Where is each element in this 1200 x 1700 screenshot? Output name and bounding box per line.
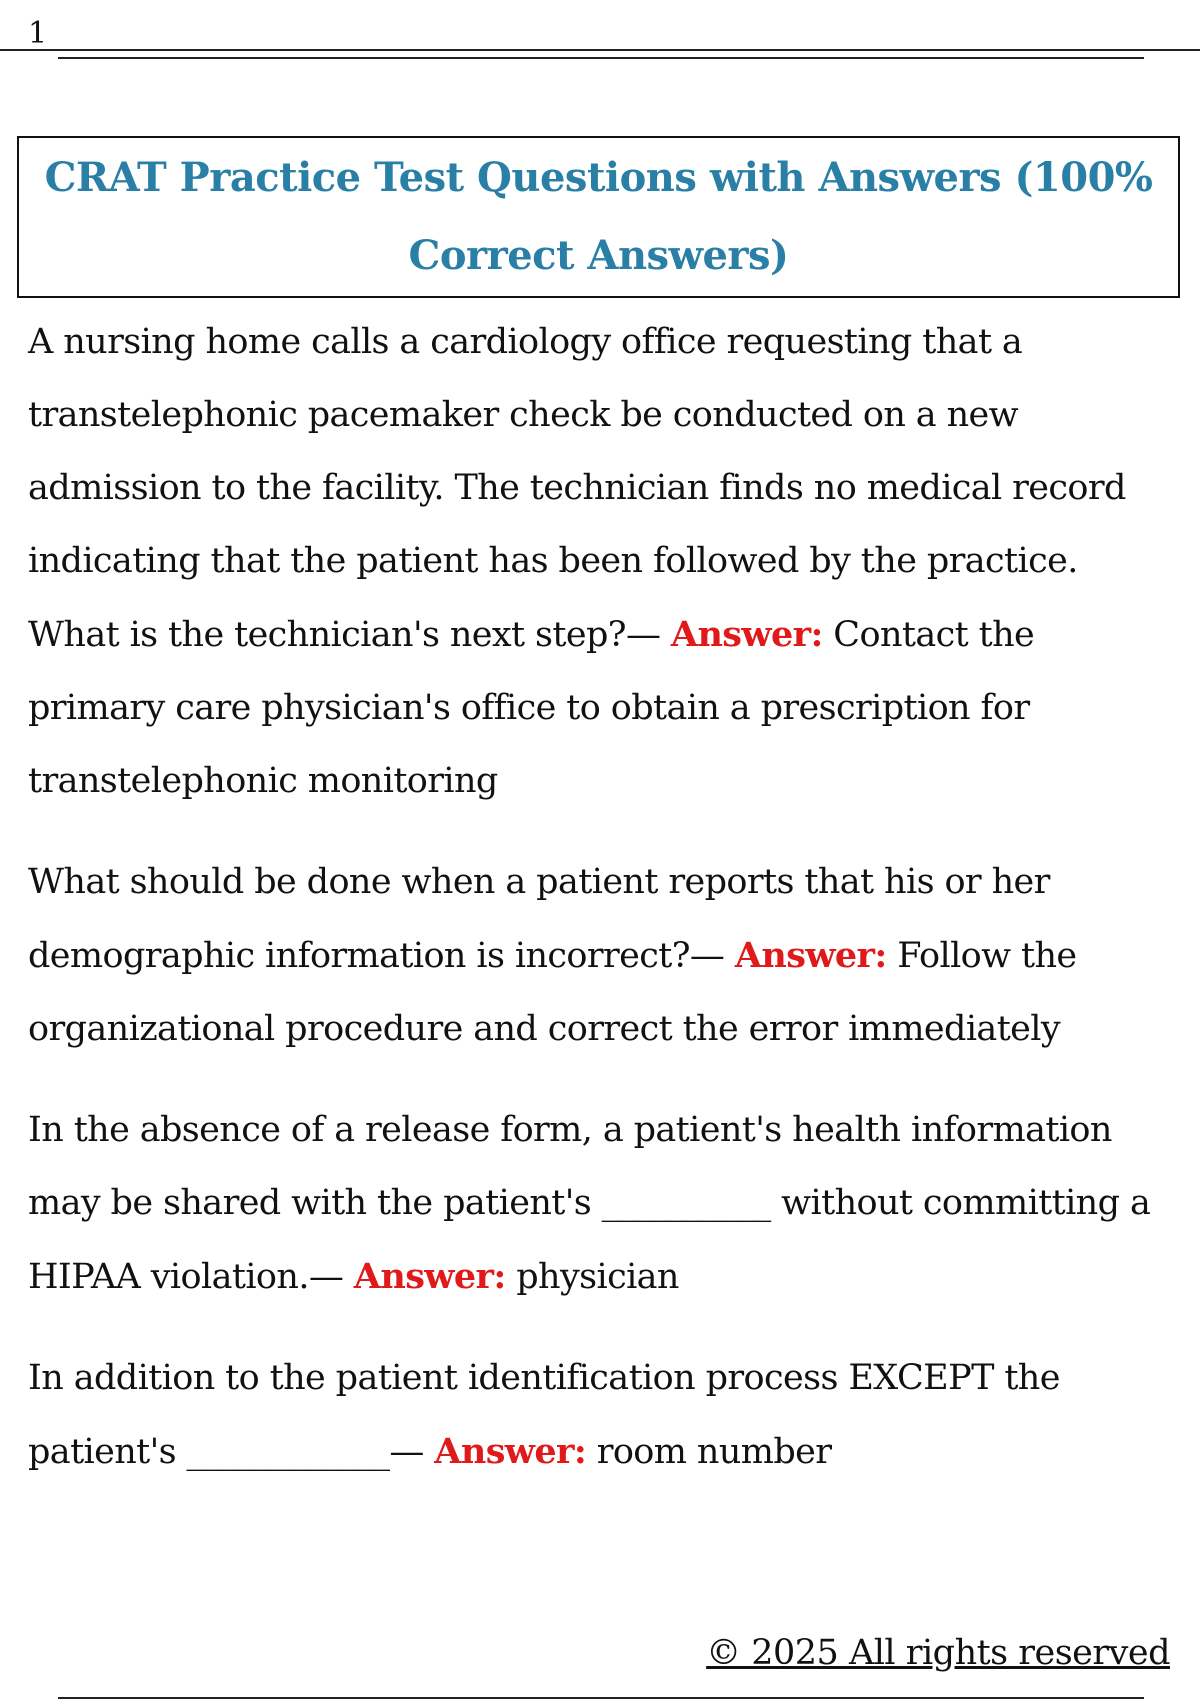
title-line-2: Correct Answers) [408, 232, 789, 279]
qa-item [28, 306, 1168, 818]
qa-item [28, 1094, 1168, 1314]
question-text: In addition to the patient identification process EXCEPT the patient's ____________ [28, 1358, 1060, 1472]
answer-label: Answer: [670, 614, 823, 655]
answer-separator: — [689, 936, 735, 976]
answer-text: physician [505, 1257, 679, 1297]
page-number: 1 [28, 16, 48, 51]
question-text: A nursing home calls a cardiology office requesting that a transtelephonic pacemaker check be conducted on a new admission to the facility. The technician finds no medical record indicating that the patient has been followed by the practice. What is the technician's next step? [28, 322, 1126, 655]
header-rule [0, 49, 1200, 51]
question-text: What should be done when a patient reports that his or her demographic information is incorrect? [28, 862, 1050, 976]
answer-separator: — [625, 615, 671, 655]
answer-separator: — [308, 1257, 354, 1297]
footer-rule [58, 1697, 1144, 1699]
title-line-1: CRAT Practice Test Questions with Answers (100% [44, 154, 1153, 201]
answer-label: Answer: [734, 935, 887, 976]
answer-text: Follow the organizational procedure and correct the error immediately [28, 936, 1077, 1049]
question-text: In the absence of a release form, a patient's health information may be shared with the patient's __________ without committing a HIPAA violation. [28, 1110, 1151, 1297]
qa-list [28, 306, 1168, 1517]
answer-separator: — [389, 1432, 435, 1472]
answer-label: Answer: [353, 1256, 506, 1297]
answer-text: room number [586, 1432, 832, 1472]
qa-item [28, 846, 1168, 1066]
answer-text: Contact the primary care physician's office to obtain a prescription for transtelephonic monitoring [28, 615, 1035, 801]
copyright-footer: © 2025 All rights reserved [706, 1633, 1170, 1673]
header-rule-double [58, 57, 1144, 59]
answer-label: Answer: [434, 1431, 587, 1472]
qa-item [28, 1342, 1168, 1489]
title-box [17, 136, 1180, 298]
document-title [45, 139, 1153, 295]
